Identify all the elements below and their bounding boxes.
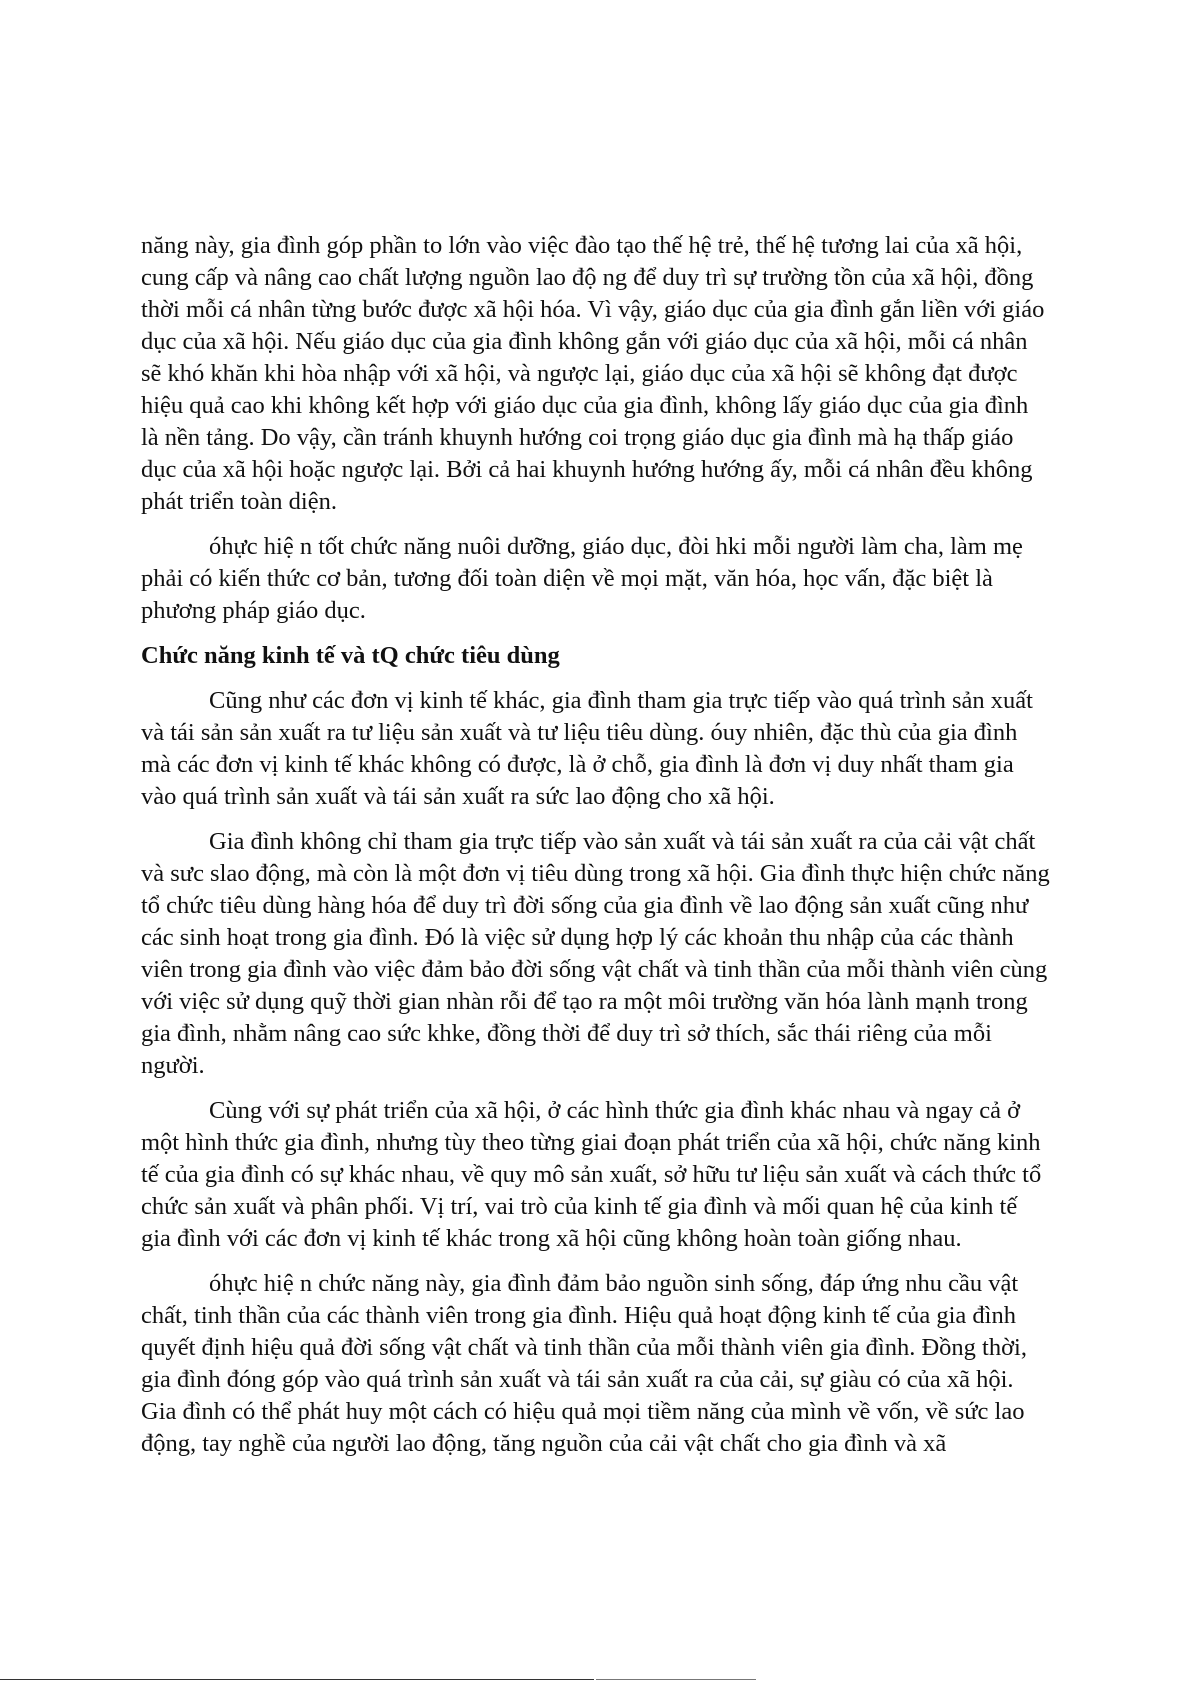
footer-divider (0, 1679, 594, 1680)
footer-divider-secondary (596, 1679, 756, 1680)
paragraph-4: Gia đình không chỉ tham gia trực tiếp vào sản xuất và tái sản xuất ra của cải vật chất và sưc slao động, mà còn là một đơn vị tiêu dùng trong xã hội. Gia đình thực hiện chức năng tổ chức tiêu dùng hàng hóa để duy trì đời sống của gia đình về lao động sản xuất cũng như các sinh hoạt trong gia đình. Đó là việc sử dụng hợp lý các khoản thu nhập của các thành viên trong gia đình vào việc đảm bảo đời sống vật chất và tinh thần của mỗi thành viên cùng với việc sử dụng quỹ thời gian nhàn rỗi để tạo ra một môi trường văn hóa lành mạnh trong gia đình, nhằm nâng cao sức khke, đồng thời để duy trì sở thích, sắc thái riêng của mỗi người. (141, 828, 1050, 1079)
paragraph-1: năng này, gia đình góp phần to lớn vào việc đào tạo thế hệ trẻ, thế hệ tương lai của xã hội, cung cấp và nâng cao chất lượng nguồn lao độ ng để duy trì sự trường tồn của xã hội, đồng thời mỗi cá nhân từng bước được xã hội hóa. Vì vậy, giáo dục của gia đình gắn liền với giáo dục của xã hội. Nếu giáo dục của gia đình không gắn với giáo dục của xã hội, mỗi cá nhân sẽ khó khăn khi hòa nhập với xã hội, và ngược lại, giáo dục của xã hội sẽ không đạt được hiệu quả cao khi không kết hợp với giáo dục của gia đình, không lấy giáo dục của gia đình là nền tảng. Do vậy, cần tránh khuynh hướng coi trọng giáo dục gia đình mà hạ thấp giáo dục của xã hội hoặc ngược lại. Bởi cả hai khuynh hướng hướng ấy, mỗi cá nhân đều không phát triển toàn diện. (141, 232, 1045, 515)
paragraph-2: óhực hiệ n tốt chức năng nuôi dưỡng, giáo dục, đòi hki mỗi người làm cha, làm mẹ phải có kiến thức cơ bản, tương đối toàn diện về mọi mặt, văn hóa, học vấn, đặc biệt là phương pháp giáo dục. (141, 533, 1023, 624)
paragraph-6: óhực hiệ n chức năng này, gia đình đảm bảo nguồn sinh sống, đáp ứng nhu cầu vật chất, tinh thần của các thành viên trong gia đình. Hiệu quả hoạt động kinh tế của gia đình quyết định hiệu quả đời sống vật chất và tinh thần của mỗi thành viên gia đình. Đồng thời, gia đình đóng góp vào quá trình sản xuất và tái sản xuất ra của cải, sự giàu có của xã hội. Gia đình có thể phát huy một cách có hiệu quả mọi tiềm năng của mình về vốn, về sức lao động, tay nghề của người lao động, tăng nguồn của cải vật chất cho gia đình và xã (141, 1270, 1027, 1457)
paragraph-3: Cũng như các đơn vị kinh tế khác, gia đình tham gia trực tiếp vào quá trình sản xuất và tái sản sản xuất ra tư liệu sản xuất và tư liệu tiêu dùng. óuy nhiên, đặc thù của gia đình mà các đơn vị kinh tế khác không có được, là ở chỗ, gia đình là đơn vị duy nhất tham gia vào quá trình sản xuất và tái sản xuất ra sức lao động cho xã hội. (141, 687, 1033, 810)
document-body (141, 230, 1051, 1473)
section-heading: Chức năng kinh tế và tQ chức tiêu dùng (141, 642, 560, 669)
paragraph-5: Cùng với sự phát triển của xã hội, ở các hình thức gia đình khác nhau và ngay cả ở một hình thức gia đình, nhưng tùy theo từng giai đoạn phát triển của xã hội, chức năng kinh tế của gia đình có sự khác nhau, về quy mô sản xuất, sở hữu tư liệu sản xuất và cách thức tổ chức sản xuất và phân phối. Vị trí, vai trò của kinh tế gia đình và mối quan hệ của kinh tế gia đình với các đơn vị kinh tế khác trong xã hội cũng không hoàn toàn giống nhau. (141, 1097, 1042, 1252)
